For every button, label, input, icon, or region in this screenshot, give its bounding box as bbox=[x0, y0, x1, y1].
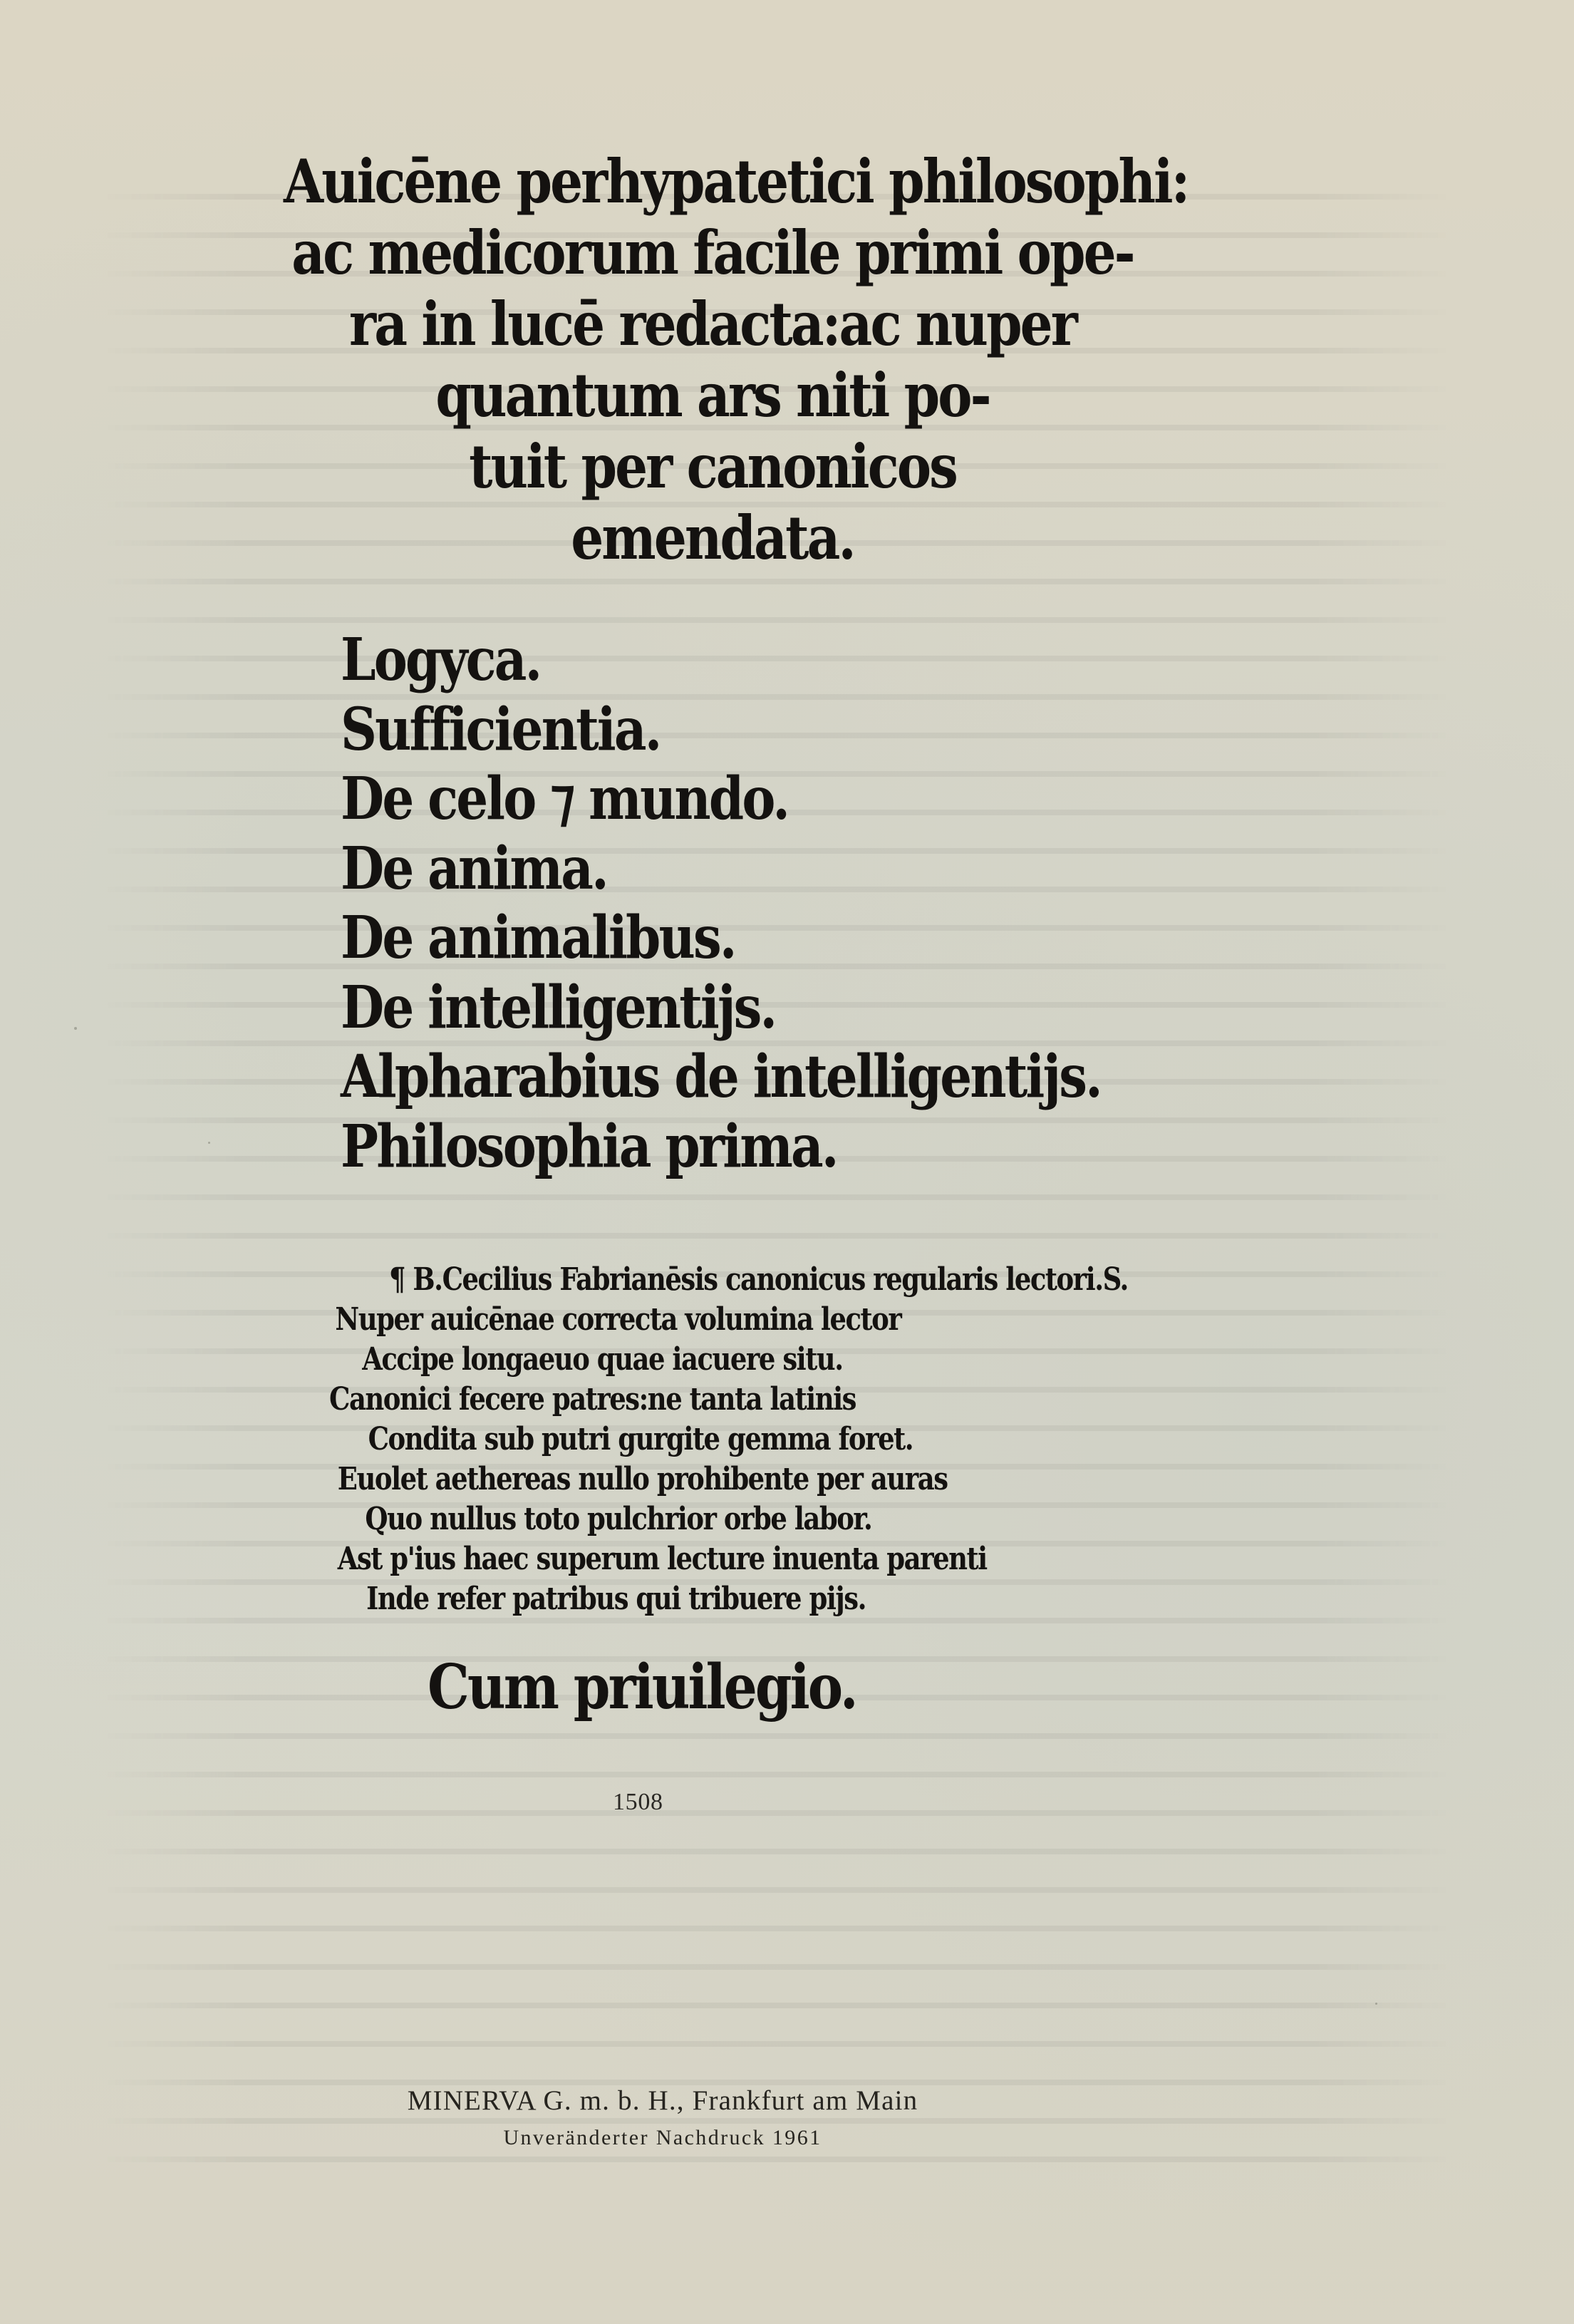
book-title bbox=[214, 146, 1211, 574]
title-line: emendata. bbox=[571, 502, 854, 573]
epigram-verse: Nuper auicēnae correcta volumina lector bbox=[335, 1301, 901, 1338]
epigram-verse: Accipe longaeuo quae iacuere situ. bbox=[362, 1341, 843, 1378]
title-line: quantum ars niti po- bbox=[435, 360, 990, 430]
title-line: ac medicorum facile primi ope- bbox=[291, 217, 1134, 288]
epigram-heading: ¶ B.Cecilius Fabrianēsis canonicus regularis lectori.S. bbox=[389, 1261, 1128, 1298]
title-line: tuit per canonicos bbox=[469, 431, 956, 502]
epigram-verse: Inde refer patribus qui tribuere pijs. bbox=[366, 1581, 866, 1617]
dedicatory-epigram bbox=[329, 1260, 1255, 1619]
paper-speck bbox=[208, 1142, 210, 1144]
epigram-verse: Canonici fecere patres:ne tanta latinis bbox=[329, 1381, 856, 1417]
title-line: Auicēne perhypatetici philosophi: bbox=[284, 146, 1189, 217]
contents-item-logyca: Logyca. bbox=[341, 626, 541, 694]
epigram-verse: Quo nullus toto pulchrior orbe labor. bbox=[365, 1501, 872, 1537]
contents-item-de-animalibus: De animalibus. bbox=[341, 904, 735, 972]
contents-item-de-celo: De celo ⁊ mundo. bbox=[341, 765, 789, 833]
original-year: 1508 bbox=[613, 1789, 663, 1815]
epigram-verse: Condita sub putri gurgite gemma foret. bbox=[368, 1421, 913, 1457]
contents-item-de-anima: De anima. bbox=[341, 834, 607, 903]
privilege-line: Cum priuilegio. bbox=[428, 1651, 856, 1723]
epigram-verse: Ast p'ius haec superum lecture inuenta parenti bbox=[337, 1541, 987, 1577]
contents-list bbox=[341, 626, 1224, 1182]
contents-item-alpharabius: Alpharabius de intelligentijs. bbox=[341, 1043, 1101, 1111]
contents-item-de-intelligentijs: De intelligentijs. bbox=[341, 973, 776, 1042]
title-line: ra in lucē redacta:ac nuper bbox=[349, 289, 1076, 359]
reprint-note: Unveränderter Nachdruck 1961 bbox=[503, 2126, 822, 2149]
paper-speck bbox=[74, 1027, 77, 1030]
contents-item-philosophia-prima: Philosophia prima. bbox=[341, 1112, 837, 1181]
epigram-verse: Euolet aethereas nullo prohibente per auras bbox=[337, 1461, 948, 1497]
paper-speck bbox=[1375, 2003, 1377, 2005]
imprint bbox=[356, 2081, 969, 2155]
publisher-name: MINERVA G. m. b. H., Frankfurt am Main bbox=[407, 2085, 918, 2116]
contents-item-sufficientia: Sufficientia. bbox=[341, 695, 661, 764]
